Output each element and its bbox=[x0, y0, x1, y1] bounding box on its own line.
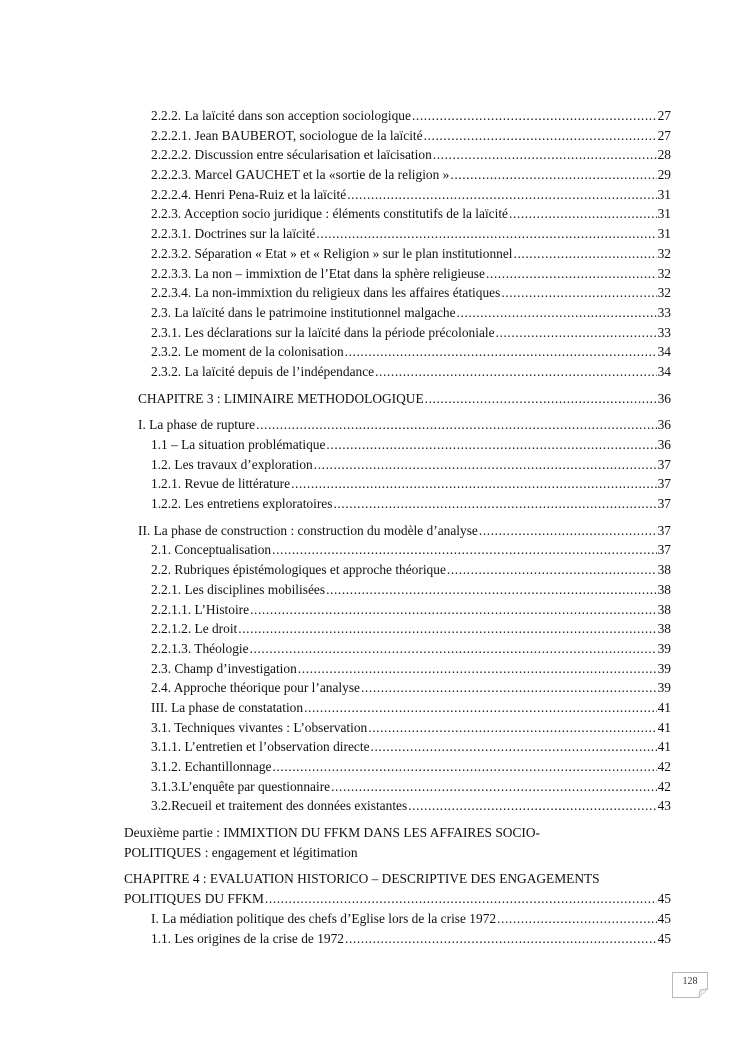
toc-entry[interactable]: 2.2.2.2. Discussion entre sécularisation et laïcisation ..... 28 bbox=[0, 145, 671, 165]
toc-entry[interactable]: 3.2.Recueil et traitement des données existantes ..... 43 bbox=[0, 796, 671, 816]
toc-page-number: 33 bbox=[657, 324, 671, 340]
dot-leader bbox=[326, 435, 656, 455]
toc-entry[interactable]: 2.2.2.4. Henri Pena-Ruiz et la laïcité ..... 31 bbox=[0, 185, 671, 205]
toc-page-number: 29 bbox=[657, 167, 671, 183]
part-heading-line-2: POLITIQUES : engagement et légitimation bbox=[124, 844, 358, 860]
toc-page-number: 36 bbox=[657, 390, 671, 406]
toc-page-number: 34 bbox=[657, 363, 671, 379]
dot-leader bbox=[238, 619, 656, 639]
dot-leader bbox=[250, 600, 657, 620]
toc-page-number: 27 bbox=[657, 108, 671, 123]
dot-leader bbox=[501, 283, 656, 303]
toc-chapter-4-heading[interactable] bbox=[0, 869, 671, 908]
table-of-contents bbox=[0, 106, 745, 948]
chapter-heading-line-1: CHAPITRE 4 : EVALUATION HISTORICO – DESCRIPTIVE DES ENGAGEMENTS bbox=[124, 871, 600, 887]
page-number: 128 bbox=[682, 976, 698, 987]
toc-entry[interactable]: 2.2.3.4. La non-immixtion du religieux dans les affaires étatiques ..... 32 bbox=[0, 283, 671, 303]
toc-entry[interactable]: 1.2.1. Revue de littérature ..... 37 bbox=[0, 474, 671, 494]
dot-leader bbox=[298, 659, 657, 679]
toc-page-number: 39 bbox=[657, 660, 671, 676]
toc-page-number: 37 bbox=[657, 496, 671, 512]
dot-leader bbox=[457, 303, 657, 323]
toc-page-number: 39 bbox=[657, 680, 671, 696]
dot-leader bbox=[486, 264, 657, 284]
dot-leader bbox=[304, 698, 657, 718]
toc-page-number: 41 bbox=[657, 739, 671, 755]
toc-entry[interactable]: 1.2.2. Les entretiens exploratoires ..... 37 bbox=[0, 494, 671, 514]
dot-leader bbox=[265, 889, 657, 909]
toc-entry[interactable]: 2.2.1.1. L’Histoire ..... 38 bbox=[0, 600, 671, 620]
dot-leader bbox=[509, 204, 657, 224]
toc-entry[interactable]: 3.1.3.L’enquête par questionnaire ..... 42 bbox=[0, 777, 671, 797]
dot-leader bbox=[497, 909, 657, 929]
toc-page-number: 43 bbox=[657, 798, 671, 814]
chapter-heading-line-2-text: POLITIQUES DU FFKM bbox=[124, 891, 264, 907]
toc-entry[interactable]: 2.1. Conceptualisation ..... 37 bbox=[0, 540, 671, 560]
dot-leader bbox=[333, 494, 656, 514]
dot-leader bbox=[496, 323, 657, 343]
toc-page-number: 34 bbox=[657, 344, 671, 360]
toc-page-number: 37 bbox=[657, 542, 671, 558]
toc-section-entry[interactable]: II. La phase de construction : construction du modèle d’analyse ..... 37 bbox=[0, 521, 671, 541]
toc-page-number: 37 bbox=[657, 522, 671, 538]
toc-entry[interactable]: 3.1. Techniques vivantes : L’observation ..... 41 bbox=[0, 718, 671, 738]
dot-leader bbox=[447, 560, 657, 580]
toc-entry[interactable]: 2.2.3.2. Séparation « Etat » et « Religion » sur le plan institutionnel ..... 32 bbox=[0, 244, 671, 264]
toc-page-number: 42 bbox=[657, 778, 671, 794]
toc-entry[interactable]: 2.2.1. Les disciplines mobilisées ..... 38 bbox=[0, 580, 671, 600]
dot-leader bbox=[514, 244, 657, 264]
toc-page-number: 37 bbox=[657, 456, 671, 472]
toc-page-number: 38 bbox=[657, 581, 671, 597]
toc-page-number: 36 bbox=[657, 437, 671, 452]
dot-leader bbox=[361, 678, 657, 698]
toc-entry[interactable]: 2.2.2.1. Jean BAUBEROT, sociologue de la laïcité ..... 27 bbox=[0, 126, 671, 146]
toc-entry[interactable]: III. La phase de constatation ..... 41 bbox=[0, 698, 671, 718]
dot-leader bbox=[345, 929, 657, 949]
toc-entry[interactable]: 2.2.3. Acception socio juridique : éléments constitutifs de la laïcité ..... 31 bbox=[0, 204, 671, 224]
toc-section-entry[interactable]: I. La phase de rupture ..... 36 bbox=[0, 415, 671, 435]
dot-leader bbox=[424, 126, 657, 146]
toc-page-number: 31 bbox=[657, 226, 671, 242]
toc-entry[interactable]: 2.2.3.3. La non – immixtion de l’Etat dans la sphère religieuse ..... 32 bbox=[0, 264, 671, 284]
dot-leader bbox=[331, 777, 657, 797]
dot-leader bbox=[408, 796, 656, 816]
toc-page-number: 36 bbox=[657, 417, 671, 433]
toc-page-number: 27 bbox=[657, 127, 671, 143]
toc-entry[interactable]: 3.1.1. L’entretien et l’observation directe ..... 41 bbox=[0, 737, 671, 757]
toc-page-number: 39 bbox=[657, 640, 671, 656]
dot-leader bbox=[316, 224, 656, 244]
toc-page-number: 45 bbox=[657, 910, 671, 926]
dot-leader bbox=[479, 521, 657, 541]
dot-leader bbox=[375, 362, 657, 382]
dot-leader bbox=[433, 145, 657, 165]
toc-entry[interactable]: I. La médiation politique des chefs d’Eglise lors de la crise 1972 ..... 45 bbox=[0, 909, 671, 929]
toc-page-number: 32 bbox=[657, 245, 671, 261]
dot-leader bbox=[291, 474, 657, 494]
toc-entry[interactable]: 2.2.3.1. Doctrines sur la laïcité ..... 31 bbox=[0, 224, 671, 244]
toc-page-number: 42 bbox=[657, 759, 671, 774]
chapter-heading-line-2 bbox=[124, 889, 671, 909]
toc-page-number: 28 bbox=[657, 147, 671, 163]
toc-page-number: 31 bbox=[657, 206, 671, 222]
toc-entry[interactable]: 2.3.2. Le moment de la colonisation ..... 34 bbox=[0, 342, 671, 362]
part-heading-line-1: Deuxième partie : IMMIXTION DU FFKM DANS LES AFFAIRES SOCIO- bbox=[124, 825, 540, 841]
toc-entry[interactable]: 2.3. La laïcité dans le patrimoine institutionnel malgache ..... 33 bbox=[0, 303, 671, 323]
toc-entry[interactable]: 2.2.2.3. Marcel GAUCHET et la «sortie de la religion » ..... 29 bbox=[0, 165, 671, 185]
dot-leader bbox=[347, 185, 656, 205]
dot-leader bbox=[450, 165, 656, 185]
dot-leader bbox=[314, 455, 657, 475]
toc-entry[interactable]: 2.3.2. La laïcité depuis de l’indépendance ..... 34 bbox=[0, 362, 671, 382]
toc-entry[interactable]: 3.1.2. Echantillonnage ..... 42 bbox=[0, 757, 671, 777]
toc-page-number: 33 bbox=[657, 304, 671, 320]
dot-leader bbox=[412, 106, 657, 126]
toc-page-number: 38 bbox=[657, 621, 671, 637]
toc-page-number: 32 bbox=[657, 285, 671, 301]
dot-leader bbox=[371, 737, 657, 757]
dot-leader bbox=[272, 540, 656, 560]
toc-entry[interactable]: 2.4. Approche théorique pour l’analyse ..... 39 bbox=[0, 678, 671, 698]
dot-leader bbox=[250, 639, 657, 659]
toc-page-number: 31 bbox=[657, 186, 671, 202]
dot-leader bbox=[345, 342, 657, 362]
toc-page-number: 41 bbox=[657, 719, 671, 735]
toc-chapter-entry[interactable]: CHAPITRE 3 : LIMINAIRE METHODOLOGIQUE ..... 36 bbox=[0, 389, 671, 409]
toc-page-number: 32 bbox=[657, 265, 671, 281]
toc-entry[interactable]: 2.3.1. Les déclarations sur la laïcité dans la période précoloniale ..... 33 bbox=[0, 323, 671, 343]
toc-page-number: 45 bbox=[657, 930, 671, 946]
toc-entry[interactable]: 2.2.2. La laïcité dans son acception sociologique ..... 27 bbox=[0, 106, 671, 126]
toc-page-number: 38 bbox=[657, 562, 671, 578]
toc-entry[interactable]: 2.3. Champ d’investigation ..... 39 bbox=[0, 659, 671, 679]
toc-entry[interactable]: 1.1 – La situation problématique ..... 36 bbox=[0, 435, 671, 455]
dot-leader bbox=[368, 718, 656, 738]
toc-entry[interactable]: 2.2.1.2. Le droit ..... 38 bbox=[0, 619, 671, 639]
dot-leader bbox=[326, 580, 657, 600]
dot-leader bbox=[256, 415, 656, 435]
dot-leader bbox=[272, 757, 656, 777]
toc-page-number: 45 bbox=[657, 891, 671, 907]
dot-leader bbox=[425, 389, 657, 409]
toc-part-heading[interactable] bbox=[0, 823, 671, 862]
toc-entry[interactable]: 1.2. Les travaux d’exploration ..... 37 bbox=[0, 455, 671, 475]
toc-entry[interactable]: 2.2. Rubriques épistémologiques et approche théorique ..... 38 bbox=[0, 560, 671, 580]
toc-page-number: 38 bbox=[657, 601, 671, 617]
toc-page-number: 37 bbox=[657, 476, 671, 492]
toc-entry[interactable]: 2.2.1.3. Théologie ..... 39 bbox=[0, 639, 671, 659]
toc-page-number: 41 bbox=[657, 699, 671, 715]
toc-entry[interactable]: 1.1. Les origines de la crise de 1972 ..... 45 bbox=[0, 929, 671, 949]
